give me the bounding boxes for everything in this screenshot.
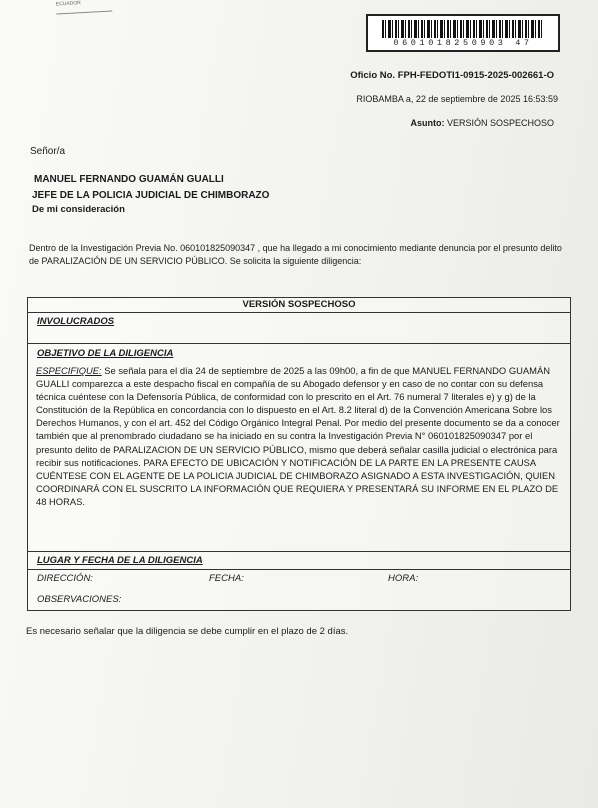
hora-label: HORA: (388, 573, 419, 584)
barcode-bars (382, 20, 544, 38)
objetivo-text (36, 364, 564, 508)
divider (28, 569, 570, 570)
closing-greeting: De mi consideración (32, 204, 125, 215)
divider (28, 343, 570, 344)
stamp-text: ECUADOR (55, 0, 81, 8)
intro-paragraph: Dentro de la Investigación Previa No. 060101825090347 , que ha llegado a mi conocimiento mediante denuncia por el presunto delito de PARALIZACIÓN DE UN SERVICIO PÚBLICO. Se solicita la siguiente diligencia: (29, 243, 562, 266)
fecha-label: FECHA: (209, 573, 244, 584)
observaciones-label: OBSERVACIONES: (37, 594, 122, 605)
recipient-name: MANUEL FERNANDO GUAMÁN GUALLI (34, 174, 224, 185)
asunto-label: Asunto: (410, 118, 445, 128)
asunto-line (410, 118, 554, 128)
lugar-label: LUGAR Y FECHA DE LA DILIGENCIA (37, 555, 203, 566)
direccion-label: DIRECCIÓN: (37, 573, 93, 584)
footer-note: Es necesario señalar que la diligencia se debe cumplir en el plazo de 2 días. (26, 626, 349, 637)
asunto-value: VERSIÓN SOSPECHOSO (446, 118, 554, 128)
diligence-form (27, 297, 571, 611)
place-date: RIOBAMBA a, 22 de septiembre de 2025 16:53:59 (356, 94, 558, 104)
form-title: VERSIÓN SOSPECHOSO (28, 298, 570, 313)
salutation: Señor/a (30, 146, 66, 157)
divider (28, 551, 570, 552)
oficio-number: Oficio No. FPH-FEDOTI1-0915-2025-002661-O (350, 70, 554, 81)
stamp-fragment (56, 0, 113, 14)
objetivo-label: OBJETIVO DE LA DILIGENCIA (37, 348, 174, 359)
barcode (366, 14, 560, 52)
objetivo-body: Se señala para el día 24 de septiembre de 2025 a las 09h00, a fin de que MANUEL FERNANDO GUAMÁN GUALLI comparezca a este despacho fiscal en compañía de su Abogado defensor y en caso de no contar con su defensa técnica cuéntese con la Defensoría Pública, de conformidad con lo prescrito en el Art. 76 numeral 7 literales e) y g) de la Constitución de la República en concordancia con lo dispuesto en el Art. 8.2 literal d) de la Convención Americana Sobre los Derechos Humanos, y con el art. 452 del Código Orgánico Integral Penal. Por medio del presente documento se da a conocer también que al prenombrado ciudadano se ha iniciado en su contra la Investigación Previa N° 060101825090347 por el presunto delito de PARALIZACION DE UN SERVICIO PÚBLICO, mismo que deberá señalar casilla judicial o electrónica para recibir sus notificaciones. PARA EFECTO DE UBICACIÓN Y NOTIFICACIÓN DE LA PARTE EN LA PRESENTE CAUSA CUÉNTESE CON EL AGENTE DE LA POLICIA JUDICIAL DE CHIMBORAZO ASIGNADO A ESTA INVESTIGACIÓN, QUIEN COORDINARÁ CON EL SUSCRITO LA INFORMACIÓN QUE REQUIERA Y PRESENTARÁ SU INFORME EN EL PLAZO DE 48 HORAS. (36, 365, 560, 507)
recipient-position: JEFE DE LA POLICIA JUDICIAL DE CHIMBORAZO (32, 190, 270, 201)
barcode-number: 0601018250903 47 (393, 38, 533, 48)
especifique-label: ESPECIFIQUE: (36, 365, 102, 376)
involucrados-label: INVOLUCRADOS (37, 316, 115, 327)
